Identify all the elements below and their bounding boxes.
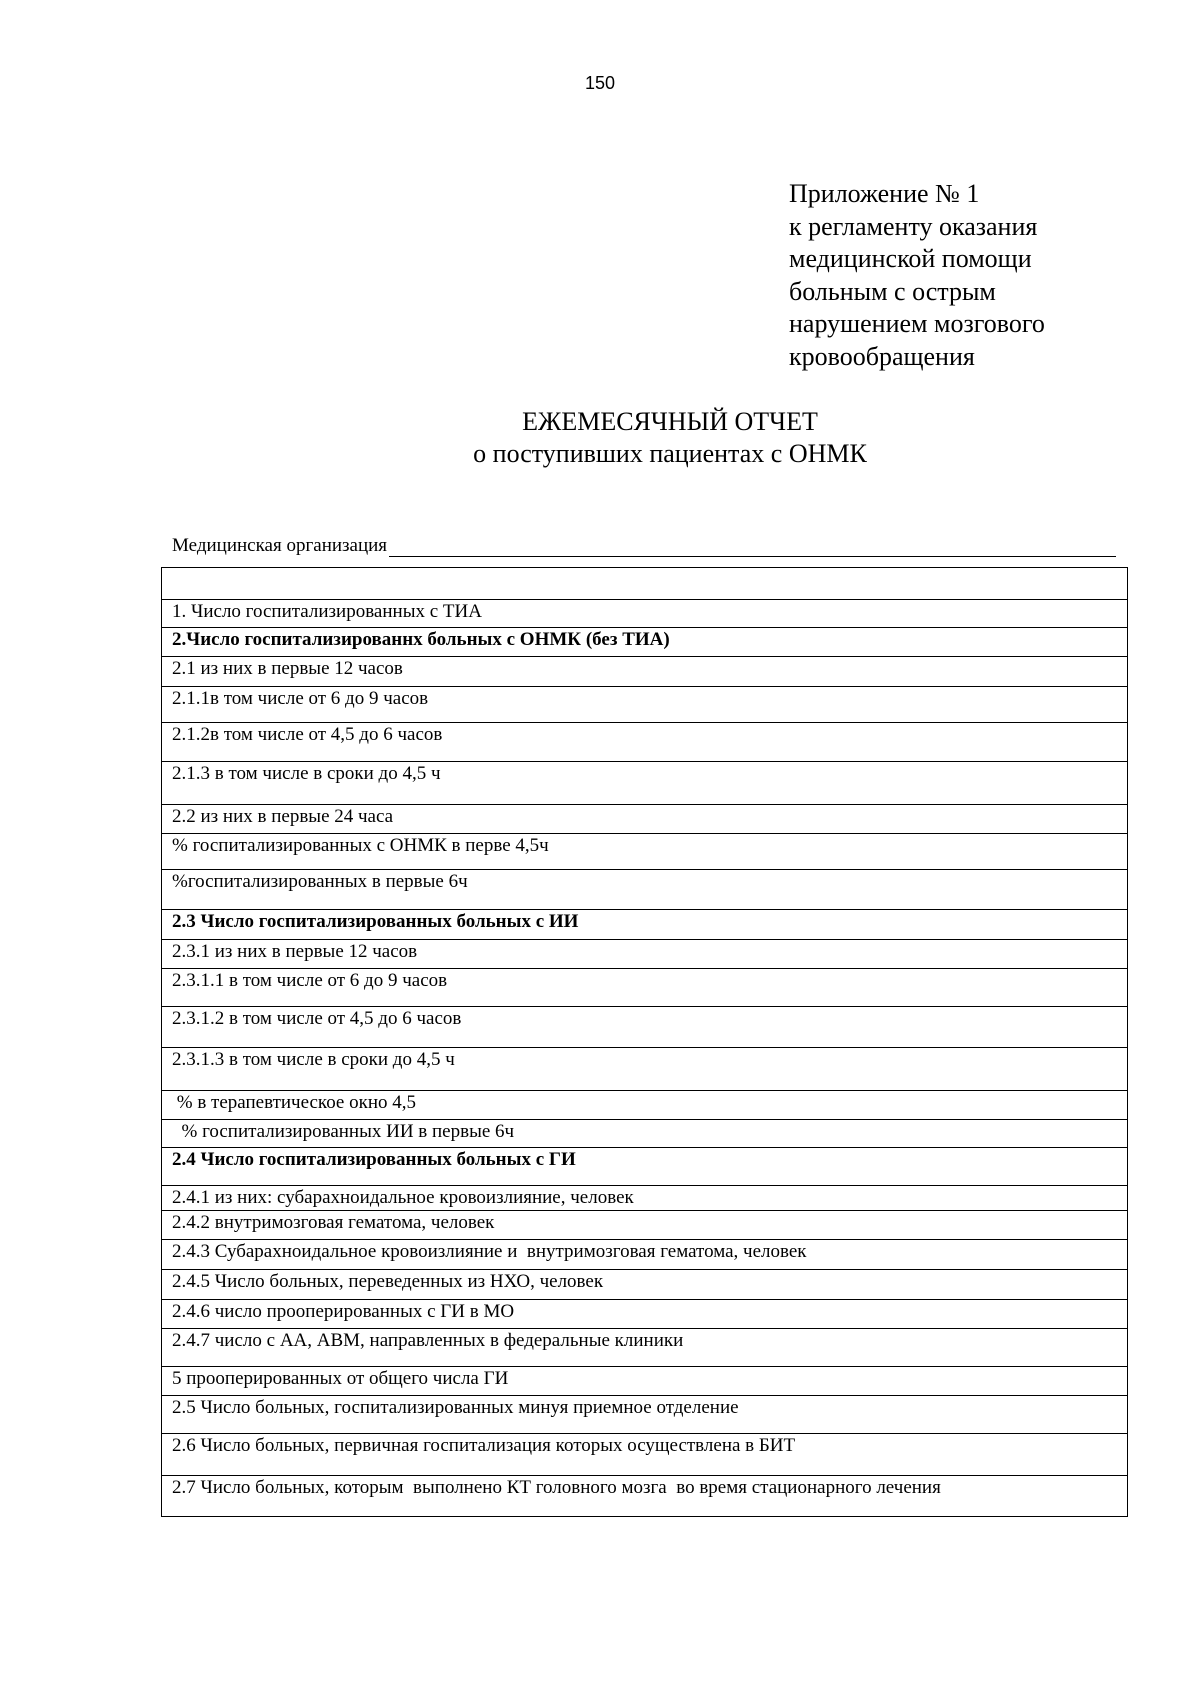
organization-field (172, 535, 1116, 557)
table-row: % госпитализированных ИИ в первые 6ч (162, 1119, 1127, 1147)
table-row: 2.5 Число больных, госпитализированных минуя приемное отделение (162, 1395, 1127, 1433)
table-row: % в терапевтическое окно 4,5 (162, 1090, 1127, 1119)
table-row: 2.6 Число больных, первичная госпитализация которых осуществлена в БИТ (162, 1433, 1127, 1475)
table-row: 2.4.7 число с АА, АВМ, направленных в федеральные клиники (162, 1328, 1127, 1366)
table-row: 2.1 из них в первые 12 часов (162, 656, 1127, 686)
organization-label: Медицинская организация (172, 535, 388, 556)
table-row: 2.3.1 из них в первые 12 часов (162, 939, 1127, 968)
table-row: %госпитализированных в первые 6ч (162, 869, 1127, 909)
table-row: 2.2 из них в первые 24 часа (162, 804, 1127, 833)
table-row: 2.1.2в том числе от 4,5 до 6 часов (162, 722, 1127, 761)
appendix-line: медицинской помощи (789, 244, 1032, 273)
table-row: 2.3 Число госпитализированных больных с ИИ (162, 909, 1127, 939)
table-row: 2.4.6 число прооперированных с ГИ в МО (162, 1299, 1127, 1328)
report-title-line2: о поступивших пациентах с ОНМК (473, 439, 867, 468)
report-title (0, 406, 1200, 470)
table-row: % госпитализированных с ОНМК в перве 4,5ч (162, 833, 1127, 869)
appendix-block (789, 178, 1169, 373)
table-row: 2.4.3 Субарахноидальное кровоизлияние и внутримозговая гематома, человек (162, 1239, 1127, 1269)
table-row: 5 прооперированных от общего числа ГИ (162, 1366, 1127, 1395)
table-row: 2.7 Число больных, которым выполнено КТ головного мозга во время стационарного лечения (162, 1475, 1127, 1516)
table-row: 2.4.2 внутримозговая гематома, человек (162, 1210, 1127, 1239)
page-number: 150 (584, 73, 616, 93)
table-row: 2.1.1в том числе от 6 до 9 часов (162, 686, 1127, 722)
report-title-line1: ЕЖЕМЕСЯЧНЫЙ ОТЧЕТ (522, 407, 818, 436)
appendix-line: кровообращения (789, 341, 975, 371)
report-table (161, 567, 1128, 1517)
table-row: 2.Число госпитализированнх больных с ОНМК (без ТИА) (162, 627, 1127, 656)
appendix-line: к регламенту оказания (789, 211, 1038, 241)
table-row: 2.1.3 в том числе в сроки до 4,5 ч (162, 761, 1127, 804)
table-row: 1. Число госпитализированных с ТИА (162, 599, 1127, 627)
table-row: 2.3.1.3 в том числе в сроки до 4,5 ч (162, 1047, 1127, 1090)
organization-underline (389, 537, 1116, 557)
table-row (162, 568, 1127, 599)
table-row: 2.3.1.2 в том числе от 4,5 до 6 часов (162, 1006, 1127, 1047)
table-row: 2.3.1.1 в том числе от 6 до 9 часов (162, 968, 1127, 1006)
appendix-line: нарушением мозгового (789, 309, 1045, 338)
appendix-line: Приложение № 1 (789, 179, 980, 208)
table-row: 2.4 Число госпитализированных больных с ГИ (162, 1147, 1127, 1185)
table-row: 2.4.1 из них: субарахноидальное кровоизлияние, человек (162, 1185, 1127, 1210)
table-row: 2.4.5 Число больных, переведенных из НХО, человек (162, 1269, 1127, 1299)
appendix-line: больным с острым (789, 276, 996, 306)
